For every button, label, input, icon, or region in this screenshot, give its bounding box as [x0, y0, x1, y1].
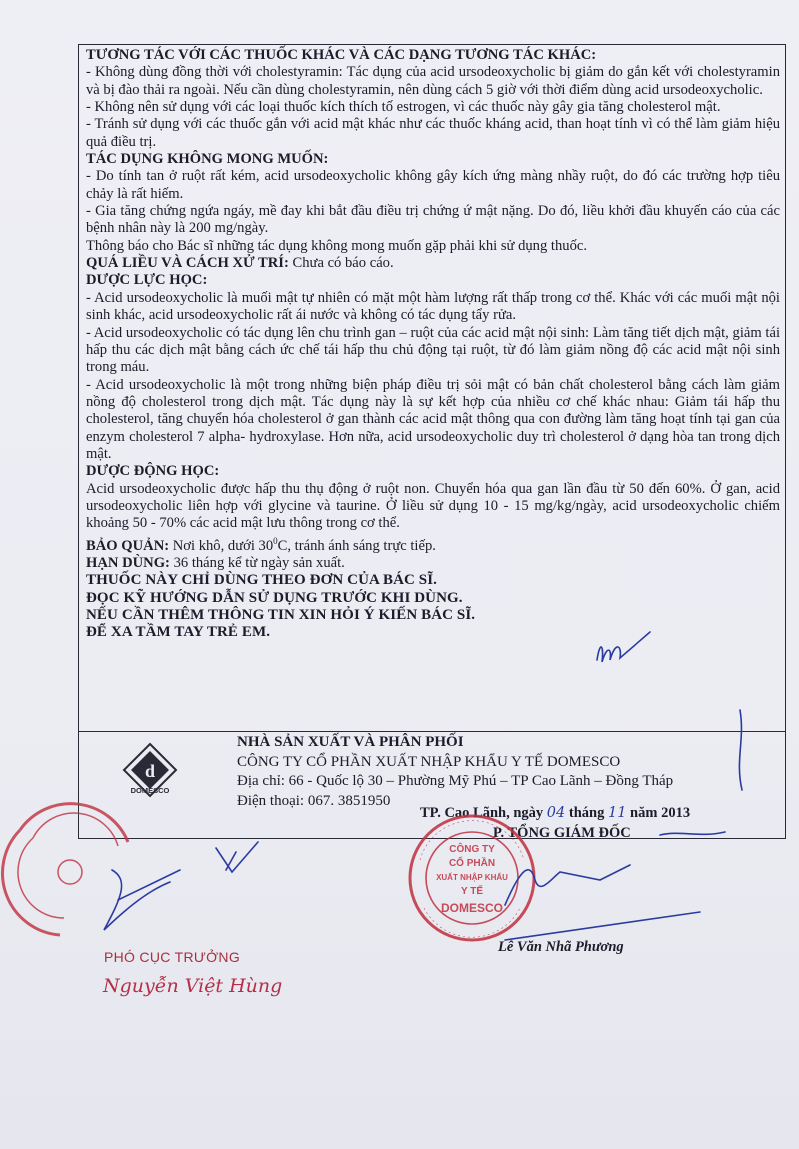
pharmacodynamics-item: - Acid ursodeoxycholic là muối mật tự nhiên có mặt một hàm lượng rất thấp trong cơ thể. Khác với các muối mật nội sinh khác, acid ursodeoxycholic rất ái nước và không có tác dụng tẩy rửa.	[86, 289, 780, 324]
deputy-director-name: Nguyễn Việt Hùng	[103, 975, 283, 997]
manufacturer-divider	[78, 731, 786, 732]
date-day: 04	[546, 805, 566, 821]
storage-degree: 0	[273, 535, 278, 546]
date-prefix: TP. Cao Lãnh, ngày	[420, 805, 547, 821]
date-month: 11	[607, 805, 627, 821]
storage-text: Nơi khô, dưới 30	[169, 537, 274, 554]
deputy-director-title: PHÓ CỤC TRƯỞNG	[104, 949, 241, 965]
storage-heading: BẢO QUẢN:	[86, 537, 170, 554]
svg-text:XUẤT NHẬP KHẨU: XUẤT NHẬP KHẨU	[436, 873, 508, 882]
overdose-paragraph	[86, 255, 780, 272]
manufacturer-info	[237, 733, 673, 811]
signer-title: P. TỔNG GIÁM ĐỐC	[493, 825, 631, 841]
side-effects-item: - Do tính tan ở ruột rất kém, acid ursodeoxycholic không gây kích ứng màng nhầy ruột, do đó các trường hợp tiêu chảy là rất hiếm.	[86, 168, 780, 202]
manufacturer-company: CÔNG TY CỔ PHẦN XUẤT NHẬP KHẨU Y TẾ DOMESCO	[237, 753, 621, 770]
leaflet-body	[86, 47, 780, 642]
domesco-logo-text: DOMESCO	[130, 786, 170, 795]
signing-date	[420, 805, 690, 822]
svg-text:DOMESCO: DOMESCO	[440, 901, 504, 915]
side-effects-item: - Gia tăng chứng ngứa ngáy, mề đay khi bắt đầu điều trị chứng ứ mật nặng. Do đó, liều khởi đầu khuyến cáo của các bệnh nhân này là 200 mg/ngày.	[86, 203, 780, 237]
storage-paragraph	[86, 533, 780, 555]
interactions-item: - Không dùng đồng thời với cholestyramin: Tác dụng của acid ursodeoxycholic bị giảm do gắn kết với cholestyramin và bị đào thải ra ngoài. Nếu cần dùng cholestyramin, nên dùng cách 5 giờ với thời điểm dùng acid ursodeoxycholic.	[86, 64, 780, 98]
warning-children: ĐỂ XA TẦM TAY TRẺ EM.	[86, 624, 271, 641]
pharmacodynamics-item: - Acid ursodeoxycholic là một trong những biện pháp điều trị sỏi mật có bản chất cholesterol bằng cách làm giảm nồng độ cholesterol trong dịch mật. Tác dụng này là sự kết hợp của nhiều cơ chế khác nhau: Giảm tái hấp thu cholesterol, tăng chuyển hóa cholesterol ở gan thành các acid mật thông qua con đường làm tăng hoạt tính tại gan của enzym cholesterol 7 alpha- hydroxylase. Hơn nữa, acid ursodeoxycholic duy trì cholesterol ở dạng hòa tan trong dịch mật.	[86, 376, 780, 462]
pharmacodynamics-heading: DƯỢC LỰC HỌC:	[86, 272, 208, 289]
signer-name: Lê Văn Nhã Phương	[498, 939, 624, 955]
manufacturer-phone: Điện thoại: 067. 3851950	[237, 792, 391, 809]
warning-ask-doctor: NẾU CẦN THÊM THÔNG TIN XIN HỎI Ý KIẾN BÁC SĨ.	[86, 606, 476, 623]
svg-text:CỔ PHẦN: CỔ PHẦN	[448, 858, 496, 869]
overdose-heading: QUÁ LIỀU VÀ CÁCH XỬ TRÍ:	[86, 255, 289, 272]
overdose-text: Chưa có báo cáo.	[288, 255, 394, 272]
side-effects-note: Thông báo cho Bác sĩ những tác dụng không mong muốn gặp phải khi sử dụng thuốc.	[86, 237, 587, 254]
shelf-life-text: 36 tháng kể từ ngày sản xuất.	[169, 554, 345, 571]
warning-prescription: THUỐC NÀY CHỈ DÙNG THEO ĐƠN CỦA BÁC SĨ.	[86, 572, 438, 589]
date-month-label: tháng	[565, 805, 608, 821]
interactions-heading: TƯƠNG TÁC VỚI CÁC THUỐC KHÁC VÀ CÁC DẠNG TƯƠNG TÁC KHÁC:	[86, 47, 597, 63]
side-effects-heading: TÁC DỤNG KHÔNG MONG MUỐN:	[86, 151, 329, 168]
warning-read-leaflet: ĐỌC KỸ HƯỚNG DẪN SỬ DỤNG TRƯỚC KHI DÙNG.	[86, 589, 463, 606]
date-year: năm 2013	[626, 805, 691, 821]
svg-text:CÔNG TY: CÔNG TY	[449, 844, 495, 855]
manufacturer-address: Địa chỉ: 66 - Quốc lộ 30 – Phường Mỹ Phú – TP Cao Lãnh – Đồng Tháp	[237, 773, 674, 789]
pharmacokinetics-heading: DƯỢC ĐỘNG HỌC:	[86, 463, 220, 480]
shelf-life-heading: HẠN DÙNG:	[86, 554, 170, 571]
svg-text:Y TẾ: Y TẾ	[460, 886, 484, 897]
shelf-life-paragraph	[86, 555, 780, 572]
pharmacokinetics-text: Acid ursodeoxycholic được hấp thu thụ động ở ruột non. Chuyển hóa qua gan lần đầu từ 50 đến 60%. Ở gan, acid ursodeoxycholic liên hợp với glycine và taurine. Ở liều sử dụng 10 - 15 mg/kg/ngày, acid ursodeoxycholic chiếm khoảng 50 - 70% các acid mật lưu thông trong cơ thể.	[86, 480, 780, 532]
interactions-item: - Không nên sử dụng với các loại thuốc kích thích tố estrogen, vì các thuốc này gây gia tăng cholesterol mật.	[86, 99, 721, 116]
interactions-item: - Tránh sử dụng với các thuốc gắn với acid mật khác như các thuốc kháng acid, than hoạt tính vì có thể làm giảm hiệu quả điều trị.	[86, 116, 780, 150]
svg-text:d: d	[144, 761, 156, 781]
manufacturer-title: NHÀ SẢN XUẤT VÀ PHÂN PHỐI	[237, 734, 464, 750]
pharmacodynamics-item: - Acid ursodeoxycholic có tác dụng lên chu trình gan – ruột của các acid mật nội sinh: Làm tăng tiết dịch mật, giảm tái hấp thu các dịch mật bằng cách ức chế tái hấp thu chủ động tại ruột, từ đó làm giảm nồng độ các acid mật nội sinh trong máu.	[86, 324, 780, 376]
storage-text-end: C, tránh ánh sáng trực tiếp.	[277, 537, 436, 554]
